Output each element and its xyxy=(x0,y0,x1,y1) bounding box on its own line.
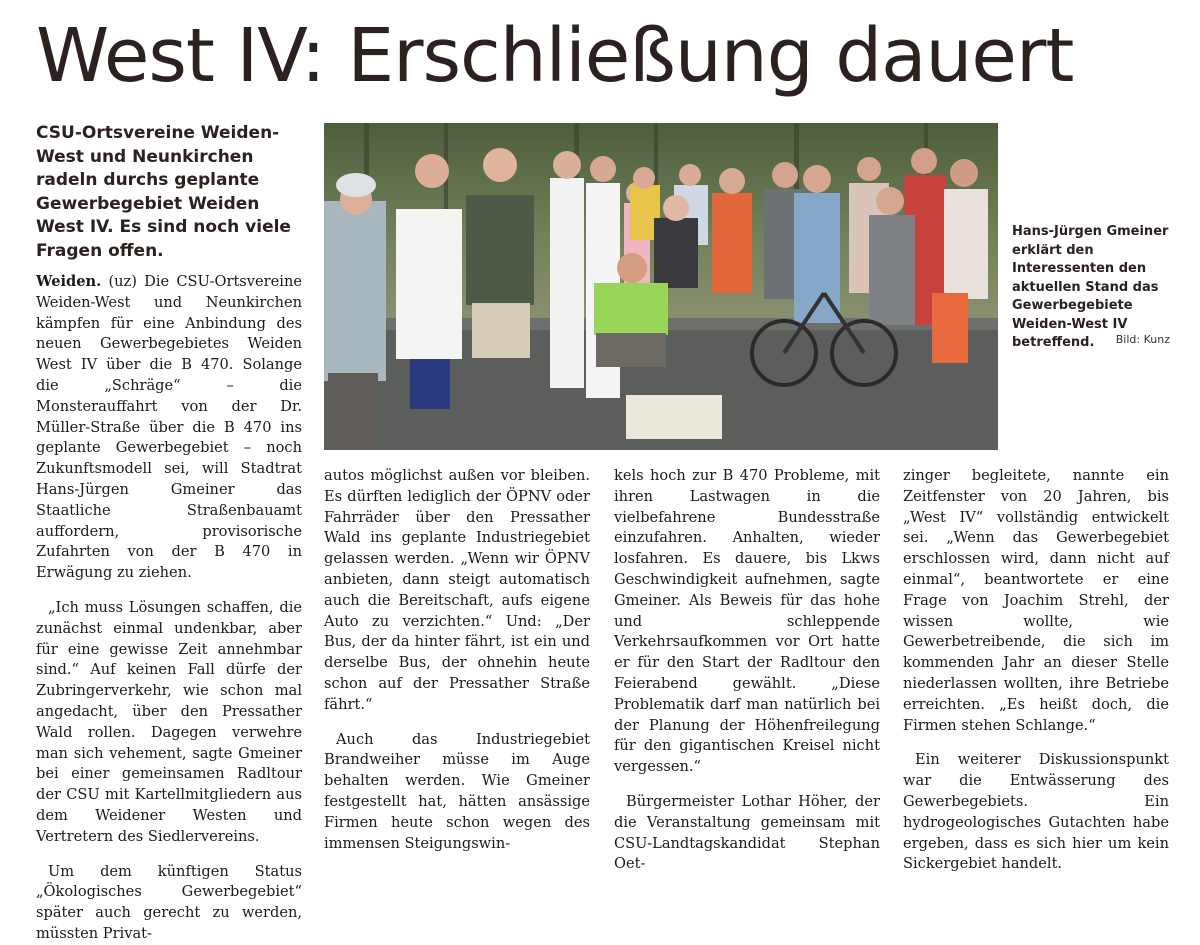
lead-paragraph xyxy=(36,272,302,584)
paragraph: autos möglichst außen vor bleiben. Es dürften lediglich der ÖPNV oder Fahrräder über den Pressather Wald ins geplante Industriegebiet gelassen werden. „Wenn wir ÖPNV anbieten, dann steigt automatisch auch die Bereitschaft, aufs eigene Auto zu verzichten.“ Und: „Der Bus, der da hinter fährt, ist ein und derselbe Bus, der ohnehin heute schon auf der Pressather Straße fährt.“ xyxy=(324,467,590,713)
photo-caption: Hans-Jürgen Gmeiner erklärt den Interessenten den aktuellen Stand das Gewerbegebiete Weiden-West IV betreffend. xyxy=(1012,224,1169,350)
subheadline: CSU-Ortsvereine Weiden-West und Neunkirchen radeln durchs geplante Gewerbegebiet Weiden West IV. Es sind noch viele Fragen offen. xyxy=(36,123,291,261)
paragraph: Ein weiterer Diskussionspunkt war die Entwässerung des Gewerbegebiets. Ein hydrogeologisches Gutachten habe ergeben, dass es sich hier um kein Sickergebiet handelt. xyxy=(903,751,1169,873)
article-photo xyxy=(324,123,998,450)
photo-credit: Bild: Kunz xyxy=(1115,333,1170,346)
headline: West IV: Erschließung dauert xyxy=(36,13,1074,99)
lead-text: Die CSU-Ortsvereine Weiden-West und Neunkirchen kämpfen für eine Anbindung des neuen Gewerbegebietes Weiden West IV über die B 470. Solange die „Schräge“ – die Monsterauffahrt von der Dr. Müller-Straße über die B 470 ins geplante Gewerbegebiet – noch Zukunftsmodell sei, will Stadtrat Hans-Jürgen Gmeiner das Staatliche Straßenbauamt auffordern, provisorische Zufahrten von der B 470 in Erwägung zu ziehen. xyxy=(36,273,302,582)
paragraph: kels hoch zur B 470 Probleme, mit ihren Lastwagen in die vielbefahrene Bundesstraße einzufahren. Anhalten, wieder losfahren. Es dauere, bis Lkws Geschwindigkeit aufnehmen, sagte Gmeiner. Als Beweis für das hohe und schleppende Verkehrsaufkommen vor Ort hatte er für den Start der Radltour den Feierabend gewählt. „Diese Problematik darf man natürlich bei der Planung der Höhenfreilegung für den gigantischen Kreisel nicht vergessen.“ xyxy=(614,467,880,776)
paragraph: Bürgermeister Lothar Höher, der die Veranstaltung gemeinsam mit CSU-Landtagskandidat Stephan Oet- xyxy=(614,792,880,873)
paragraph: Um dem künftigen Status „Ökologisches Gewerbegebiet“ später auch gerecht zu werden, müssten Privat- xyxy=(36,862,302,942)
dateline: Weiden. xyxy=(36,273,102,290)
paragraph: „Ich muss Lösungen schaffen, die zunächst einmal undenkbar, aber für eine gewisse Zeit annehmbar sind.“ Auf keinen Fall dürfe der Zubringerverkehr, wie schon mal angedacht, über den Pressather Wald rollen. Dagegen verwehre man sich vehement, sagte Gmeiner bei einer gemeinsamen Radltour der CSU mit Kartellmitgliedern aus dem Weidener Westen und Vertretern des Siedlervereins. xyxy=(36,598,302,845)
group-photo-illustration xyxy=(324,123,998,450)
article-column-1 xyxy=(36,272,302,945)
byline: (uz) xyxy=(108,273,137,290)
article-column-4 xyxy=(903,466,1169,875)
paragraph: Auch das Industriegebiet Brandweiher müsse im Auge behalten werden. Wie Gmeiner festgestellt hat, hätten ansässige Firmen heute schon wegen des immensen Steigungswin- xyxy=(324,730,590,852)
article-column-2 xyxy=(324,466,590,854)
article-column-3 xyxy=(614,466,880,875)
paragraph: zinger begleitete, nannte ein Zeitfenster von 20 Jahren, bis „West IV“ vollständig entwickelt sei. „Wenn das Gewerbegebiet erschlossen wird, dann nicht auf einmal“, beantwortete er eine Frage von Joachim Strehl, der wissen wollte, wie Gewerbetreibende, die sich im kommenden Jahr an dieser Stelle niederlassen wollten, ihre Betriebe erreichten. „Es heißt doch, die Firmen stehen Schlange.“ xyxy=(903,467,1169,734)
